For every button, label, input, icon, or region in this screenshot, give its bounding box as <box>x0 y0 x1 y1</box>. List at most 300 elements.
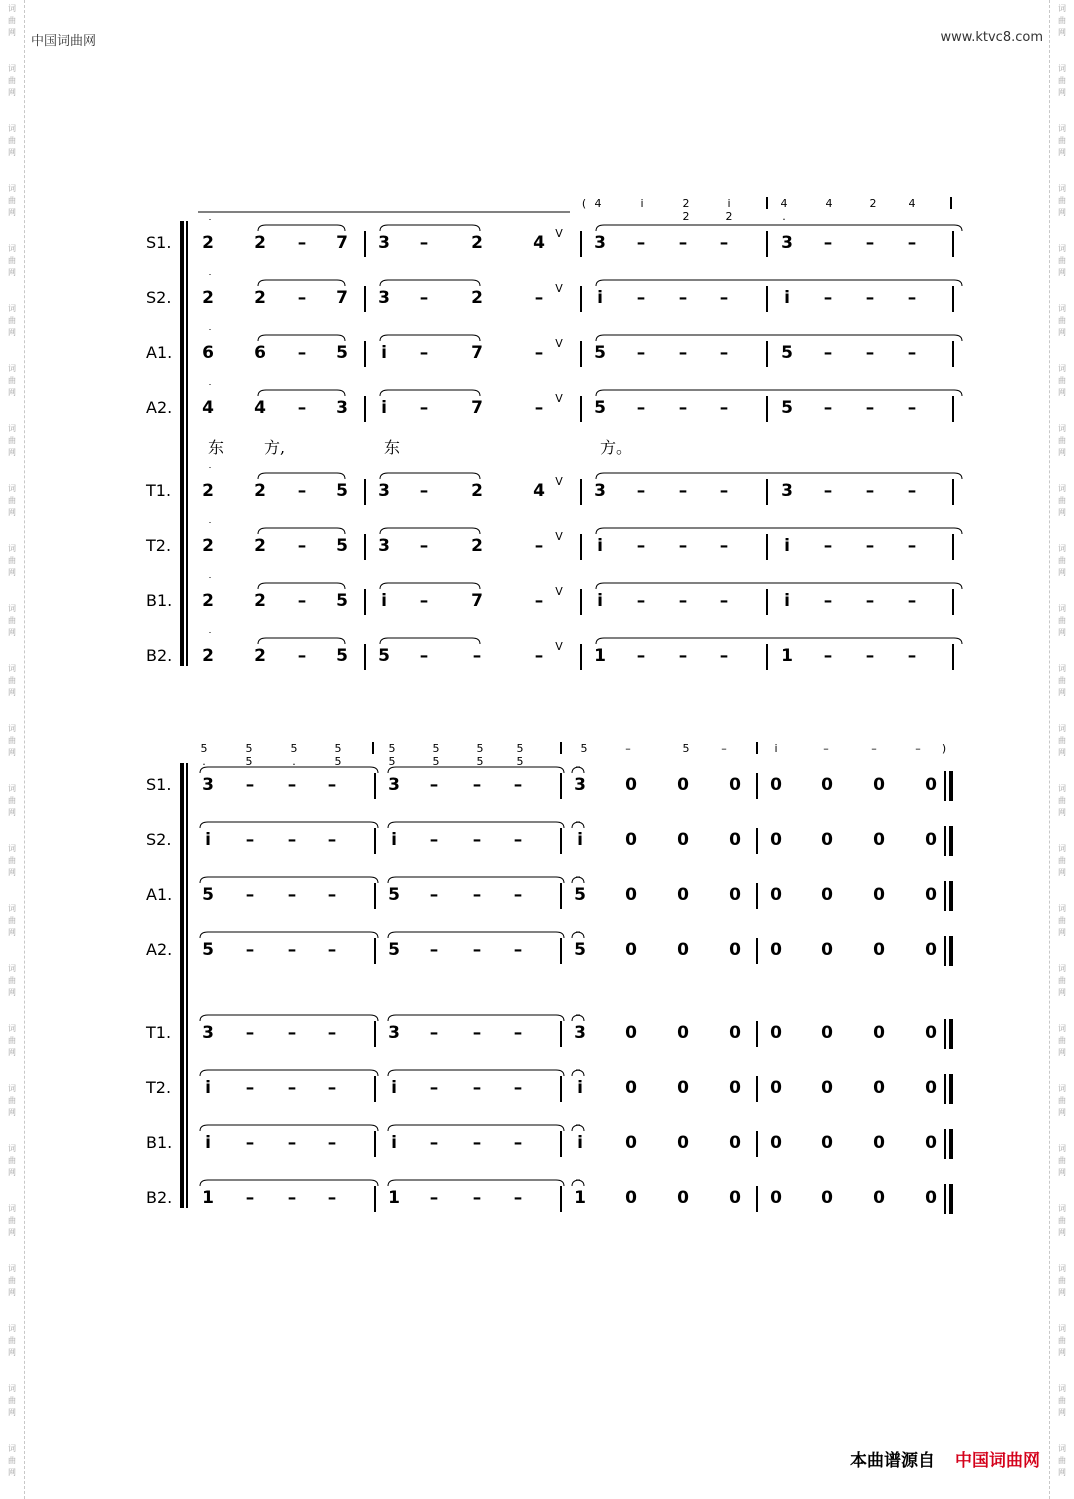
note: 5 <box>388 940 400 960</box>
accomp-note: 4 <box>908 197 916 210</box>
tie-arc <box>380 638 480 644</box>
watermark-glyph: 网 <box>8 688 16 697</box>
watermark-glyph: 网 <box>8 1168 16 1177</box>
note: – <box>287 1133 297 1153</box>
note: 4 <box>533 481 545 501</box>
watermark-glyph: 词 <box>1058 244 1066 253</box>
tie-arc <box>388 1015 564 1021</box>
breath-mark: V <box>555 640 563 653</box>
note: i <box>597 288 603 308</box>
watermark-glyph: 曲 <box>8 76 16 85</box>
watermark-glyph: 曲 <box>8 316 16 325</box>
accomp-paren: ( <box>581 197 587 210</box>
note: 0 <box>625 1188 637 1208</box>
part-label: B2. <box>146 646 173 665</box>
breath-mark: V <box>555 337 563 350</box>
watermark-glyph: 词 <box>1058 544 1066 553</box>
note: 0 <box>729 1023 741 1043</box>
accomp-note: 4 <box>825 197 833 210</box>
accomp-note: – <box>625 742 631 755</box>
note: – <box>823 591 833 611</box>
note: 0 <box>873 1023 885 1043</box>
watermark-glyph: 词 <box>8 1264 16 1273</box>
tie-arc <box>200 877 378 883</box>
tie-arc <box>258 335 345 341</box>
watermark-glyph: 曲 <box>8 1276 16 1285</box>
watermark-glyph: 词 <box>1058 1444 1066 1453</box>
note: – <box>513 885 523 905</box>
watermark-glyph: 网 <box>1058 1048 1066 1057</box>
watermark-glyph: 词 <box>1058 484 1066 493</box>
note: – <box>534 536 544 556</box>
watermark-glyph: 网 <box>1058 1348 1066 1357</box>
watermark-glyph: 词 <box>8 604 16 613</box>
part-label: T1. <box>146 1023 172 1042</box>
note: – <box>907 233 917 253</box>
watermark-glyph: 词 <box>1058 124 1066 133</box>
note: – <box>678 591 688 611</box>
note: – <box>429 940 439 960</box>
part-label: A2. <box>146 398 173 417</box>
watermark-glyph: 网 <box>1058 688 1066 697</box>
note: 5 <box>336 646 348 666</box>
accomp-note: 5 . <box>200 742 208 768</box>
note: 0 <box>925 775 937 795</box>
breath-mark: V <box>555 227 563 240</box>
note: – <box>419 233 429 253</box>
note: – <box>472 885 482 905</box>
watermark-glyph: 曲 <box>8 1096 16 1105</box>
tie-arc <box>596 335 962 341</box>
note: 3 <box>574 775 586 795</box>
note: i <box>784 536 790 556</box>
note: 0 <box>729 1133 741 1153</box>
watermark-glyph: 曲 <box>8 916 16 925</box>
note: 0 <box>770 940 782 960</box>
note: – <box>472 775 482 795</box>
note: 3 <box>378 233 390 253</box>
note: – <box>534 646 544 666</box>
watermark-glyph: 网 <box>1058 448 1066 457</box>
watermark-glyph: 曲 <box>8 856 16 865</box>
tie-arc <box>200 822 378 828</box>
watermark-glyph: 词 <box>1058 304 1066 313</box>
note: 0 <box>625 885 637 905</box>
tie-arc <box>388 1070 564 1076</box>
watermark-glyph: 曲 <box>8 976 16 985</box>
note: 0 <box>770 885 782 905</box>
note: 2 <box>254 288 266 308</box>
note: 0 <box>821 775 833 795</box>
note: – <box>297 536 307 556</box>
note: – <box>245 775 255 795</box>
note: – <box>636 398 646 418</box>
note: – <box>327 940 337 960</box>
note: – <box>419 536 429 556</box>
watermark-glyph: 词 <box>8 1324 16 1333</box>
note: – <box>472 940 482 960</box>
watermark-glyph: 曲 <box>1058 856 1066 865</box>
note: 3 <box>388 1023 400 1043</box>
note: – <box>327 830 337 850</box>
part-label: T1. <box>146 481 172 500</box>
note: – <box>429 885 439 905</box>
note: – <box>823 398 833 418</box>
note: 5 <box>594 398 606 418</box>
note: – <box>513 830 523 850</box>
watermark-glyph: 网 <box>8 928 16 937</box>
watermark-glyph: 网 <box>1058 868 1066 877</box>
note: – <box>287 885 297 905</box>
tie-arc <box>200 1180 378 1186</box>
watermark-glyph: 网 <box>1058 88 1066 97</box>
note: – <box>719 398 729 418</box>
tie-arc <box>572 932 584 938</box>
watermark-glyph: 曲 <box>8 1036 16 1045</box>
note: 5 <box>594 343 606 363</box>
note: 2 <box>471 481 483 501</box>
note: – <box>678 343 688 363</box>
watermark-glyph: 词 <box>1058 424 1066 433</box>
accomp-note: 5 5 <box>245 742 253 768</box>
footer-source <box>850 1446 1040 1471</box>
note: – <box>245 1078 255 1098</box>
watermark-glyph: 网 <box>8 1228 16 1237</box>
footer-source-site: 中国词曲网 <box>955 1451 1040 1471</box>
watermark-glyph: 曲 <box>1058 436 1066 445</box>
note: 2 <box>202 536 214 556</box>
accomp-note: 2 <box>869 197 877 210</box>
watermark-glyph: 词 <box>1058 904 1066 913</box>
watermark-glyph: 网 <box>1058 1228 1066 1237</box>
note: – <box>636 536 646 556</box>
tie-arc <box>258 390 345 396</box>
note: i <box>205 1133 211 1153</box>
watermark-glyph: 曲 <box>8 376 16 385</box>
tie-arc <box>572 1125 584 1131</box>
tie-arc <box>572 1180 584 1186</box>
note: – <box>678 646 688 666</box>
note: 0 <box>625 1023 637 1043</box>
accomp-note: i <box>640 197 644 210</box>
note: – <box>419 288 429 308</box>
watermark-glyph: 网 <box>8 1468 16 1477</box>
watermark-glyph: 词 <box>8 244 16 253</box>
note: 0 <box>821 1188 833 1208</box>
note: – <box>245 1023 255 1043</box>
note: 0 <box>873 1078 885 1098</box>
tie-arc <box>572 822 584 828</box>
note: 6 <box>254 343 266 363</box>
note: – <box>429 830 439 850</box>
note: 7 <box>471 591 483 611</box>
part-label: A1. <box>146 343 173 362</box>
watermark-glyph: 词 <box>1058 964 1066 973</box>
part-label: B1. <box>146 1133 173 1152</box>
watermark-glyph: 词 <box>1058 604 1066 613</box>
accomp-note: 4 <box>594 197 602 210</box>
watermark-glyph: 网 <box>8 1048 16 1057</box>
note: 3 <box>202 775 214 795</box>
accomp-note: – <box>871 742 877 755</box>
note: 0 <box>625 830 637 850</box>
note: i <box>391 1133 397 1153</box>
note: 1 <box>781 646 793 666</box>
note: – <box>419 481 429 501</box>
note: 6 <box>202 343 214 363</box>
part-label: T2. <box>146 1078 172 1097</box>
note: 2 <box>254 481 266 501</box>
watermark-glyph: 词 <box>8 1204 16 1213</box>
note: 0 <box>770 1133 782 1153</box>
watermark-glyph: 曲 <box>8 1396 16 1405</box>
note: – <box>327 1188 337 1208</box>
watermark-glyph: 词 <box>1058 1024 1066 1033</box>
tie-arc <box>596 528 962 534</box>
watermark-glyph: 词 <box>8 964 16 973</box>
tie-arc <box>200 1070 378 1076</box>
note: 0 <box>770 1023 782 1043</box>
watermark-glyph: 词 <box>8 1084 16 1093</box>
note: 2 <box>202 591 214 611</box>
note: 3 <box>388 775 400 795</box>
watermark-glyph: 词 <box>1058 1084 1066 1093</box>
watermark-glyph: 网 <box>8 1288 16 1297</box>
accomp-note: i <box>774 742 778 755</box>
watermark-glyph: 词 <box>8 724 16 733</box>
watermark-glyph: 词 <box>8 124 16 133</box>
watermark-glyph: 词 <box>8 1384 16 1393</box>
note: 5 <box>336 591 348 611</box>
watermark-glyph: 网 <box>1058 328 1066 337</box>
watermark-glyph: 曲 <box>1058 16 1066 25</box>
watermark-glyph: 词 <box>8 784 16 793</box>
note: – <box>472 1188 482 1208</box>
watermark-glyph: 曲 <box>1058 136 1066 145</box>
tie-arc <box>258 528 345 534</box>
tie-arc <box>200 767 378 773</box>
watermark-glyph: 曲 <box>1058 976 1066 985</box>
tie-arc <box>596 583 962 589</box>
note: – <box>472 1133 482 1153</box>
note: – <box>865 398 875 418</box>
note: – <box>327 1078 337 1098</box>
watermark-glyph: 词 <box>8 544 16 553</box>
watermark-glyph: 词 <box>8 4 16 13</box>
note: – <box>678 288 688 308</box>
watermark-glyph: 网 <box>8 868 16 877</box>
note: – <box>636 343 646 363</box>
note: 5 <box>388 885 400 905</box>
watermark-glyph: 网 <box>8 448 16 457</box>
watermark-glyph: 曲 <box>1058 556 1066 565</box>
watermark-glyph: 词 <box>8 1144 16 1153</box>
note: i <box>205 1078 211 1098</box>
watermark-glyph: 词 <box>8 1024 16 1033</box>
watermark-glyph: 词 <box>1058 1204 1066 1213</box>
note: – <box>419 591 429 611</box>
watermark-glyph: 词 <box>8 904 16 913</box>
tie-arc <box>380 390 480 396</box>
part-label: B1. <box>146 591 173 610</box>
watermark-glyph: 词 <box>1058 64 1066 73</box>
watermark-glyph: 网 <box>1058 28 1066 37</box>
note: 0 <box>729 775 741 795</box>
note: – <box>429 1133 439 1153</box>
note: – <box>297 481 307 501</box>
note: – <box>907 288 917 308</box>
note: 3 <box>594 481 606 501</box>
note: i <box>597 536 603 556</box>
tie-arc <box>258 583 345 589</box>
note: 0 <box>821 885 833 905</box>
note: 4 <box>254 398 266 418</box>
note: – <box>513 1023 523 1043</box>
accomp-note: 4 . <box>780 197 788 223</box>
note: 5 <box>202 940 214 960</box>
tie-arc <box>388 822 564 828</box>
breath-mark: V <box>555 530 563 543</box>
note: 7 <box>471 343 483 363</box>
tie-arc <box>258 280 345 286</box>
note: – <box>513 1078 523 1098</box>
breath-mark: V <box>555 475 563 488</box>
watermark-glyph: 曲 <box>8 796 16 805</box>
note: 0 <box>925 1023 937 1043</box>
note: – <box>245 830 255 850</box>
note: – <box>297 591 307 611</box>
note: – <box>823 646 833 666</box>
note: 0 <box>925 1133 937 1153</box>
note: – <box>327 775 337 795</box>
note: i <box>391 1078 397 1098</box>
note: – <box>297 646 307 666</box>
lyric: 方。 <box>600 438 633 457</box>
tie-arc <box>380 225 480 231</box>
watermark-glyph: 曲 <box>8 556 16 565</box>
note: 0 <box>729 830 741 850</box>
note: 0 <box>821 1023 833 1043</box>
note: i <box>381 591 387 611</box>
note: i <box>784 591 790 611</box>
watermark-glyph: 网 <box>1058 388 1066 397</box>
watermark-glyph: 曲 <box>8 436 16 445</box>
note: – <box>907 398 917 418</box>
note: – <box>287 1023 297 1043</box>
note: – <box>287 775 297 795</box>
watermark-glyph: 词 <box>1058 184 1066 193</box>
tie-arc <box>596 638 962 644</box>
breath-mark: V <box>555 282 563 295</box>
note: – <box>297 233 307 253</box>
note: 0 <box>821 1133 833 1153</box>
watermark-glyph: 词 <box>1058 1144 1066 1153</box>
note: – <box>823 233 833 253</box>
tie-arc <box>596 280 962 286</box>
watermark-glyph: 词 <box>1058 364 1066 373</box>
part-label: S1. <box>146 775 172 794</box>
note: – <box>678 233 688 253</box>
watermark-glyph: 词 <box>8 364 16 373</box>
watermark-glyph: 网 <box>8 628 16 637</box>
tie-arc <box>388 1125 564 1131</box>
note: i <box>381 343 387 363</box>
note: 3 <box>378 288 390 308</box>
header-site-url: www.ktvc8.com <box>940 30 1043 45</box>
note: – <box>865 646 875 666</box>
note: 0 <box>770 775 782 795</box>
note: – <box>907 536 917 556</box>
note: – <box>719 481 729 501</box>
note: 0 <box>625 1078 637 1098</box>
note: 0 <box>821 830 833 850</box>
note: 1 <box>388 1188 400 1208</box>
note: 3 <box>781 481 793 501</box>
note: 1 <box>574 1188 586 1208</box>
note: 2 <box>202 481 214 501</box>
note: – <box>823 343 833 363</box>
note: 3 <box>594 233 606 253</box>
note: 0 <box>925 1078 937 1098</box>
watermark-glyph: 网 <box>8 28 16 37</box>
tie-arc <box>380 583 480 589</box>
accomp-note: ) <box>941 742 947 755</box>
watermark-glyph: 曲 <box>8 736 16 745</box>
accomp-note: 5 <box>580 742 588 755</box>
note: 3 <box>378 481 390 501</box>
note: 5 <box>574 940 586 960</box>
watermark-glyph: 曲 <box>8 136 16 145</box>
note: – <box>287 1188 297 1208</box>
note: – <box>534 591 544 611</box>
watermark-glyph: 词 <box>8 1444 16 1453</box>
note: 2 <box>202 288 214 308</box>
watermark-glyph: 曲 <box>1058 916 1066 925</box>
note: – <box>534 398 544 418</box>
note: – <box>865 481 875 501</box>
note: – <box>429 775 439 795</box>
watermark-glyph: 词 <box>8 484 16 493</box>
watermark-glyph: 曲 <box>1058 376 1066 385</box>
watermark-glyph: 网 <box>1058 268 1066 277</box>
note: – <box>513 1188 523 1208</box>
note: – <box>636 288 646 308</box>
tie-arc <box>200 1015 378 1021</box>
note: 2 <box>254 646 266 666</box>
watermark-glyph: 词 <box>1058 844 1066 853</box>
accomp-note: 5 5 <box>334 742 342 768</box>
note: 3 <box>378 536 390 556</box>
watermark-glyph: 词 <box>1058 664 1066 673</box>
note: – <box>719 288 729 308</box>
note: 0 <box>770 830 782 850</box>
watermark-glyph: 网 <box>8 1108 16 1117</box>
note: – <box>636 646 646 666</box>
accomp-note: 5 . <box>290 742 298 768</box>
watermark-glyph: 网 <box>1058 808 1066 817</box>
watermark-glyph: 曲 <box>1058 1216 1066 1225</box>
note: – <box>907 343 917 363</box>
lyric: 方, <box>264 438 286 457</box>
note: 1 <box>594 646 606 666</box>
footer-source-label: 本曲谱源自 <box>850 1451 935 1471</box>
note: 0 <box>873 1188 885 1208</box>
note: 0 <box>677 775 689 795</box>
watermark-glyph: 曲 <box>8 1216 16 1225</box>
watermark-glyph: 曲 <box>8 676 16 685</box>
note: – <box>327 1023 337 1043</box>
watermark-glyph: 曲 <box>1058 496 1066 505</box>
